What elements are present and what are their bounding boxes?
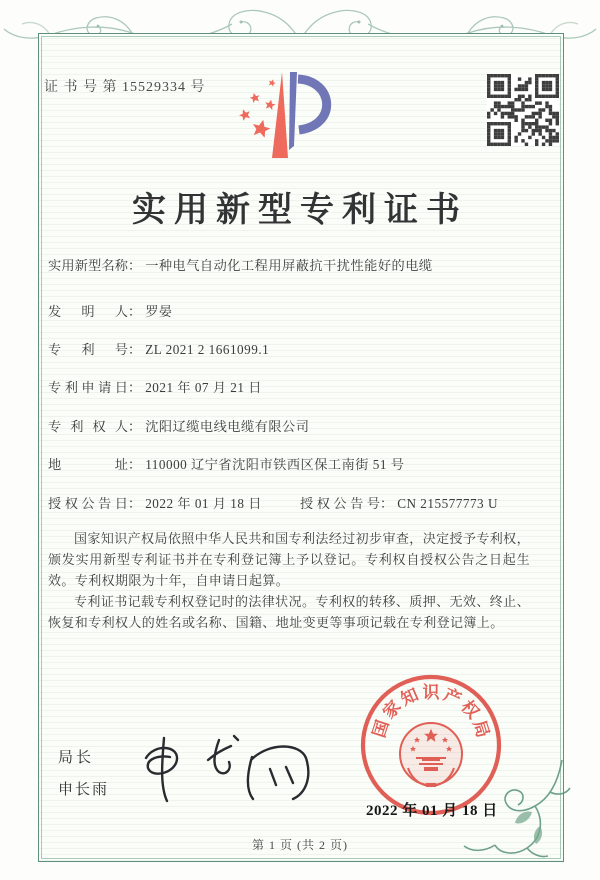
seal-char: 权 (457, 696, 483, 723)
field-row-patent-number (48, 339, 269, 359)
field-label-address: 地址 (48, 457, 128, 472)
field-row-patentee (48, 416, 309, 436)
commissioner-role-label: 局长 (58, 750, 95, 766)
field-label-patent-number: 专利号 (48, 342, 128, 357)
field-row-address (48, 454, 404, 474)
certificate-number: 证 书 号 第 15529334 号 (44, 80, 206, 95)
field-value-address: 110000 辽宁省沈阳市铁西区保工南街 51 号 (145, 457, 405, 472)
field-label-patentee: 专利权人 (48, 419, 128, 434)
field-colon: ： (128, 258, 142, 273)
field-value-patent-number: ZL 2021 2 1661099.1 (145, 342, 270, 357)
seal-date: 2022 年 01 月 18 日 (366, 803, 498, 819)
seal-char: 国 (369, 717, 393, 740)
field-row-inventor (48, 301, 173, 321)
field-colon: ： (380, 496, 394, 511)
field-row-utility-name (48, 255, 433, 275)
seal-char: 产 (440, 684, 465, 710)
field-colon: ： (128, 304, 142, 319)
field-row-grant (48, 493, 498, 513)
field-label-inventor: 发明人 (48, 304, 128, 319)
field-colon: ： (128, 419, 142, 434)
page-title: 实用新型专利证书 (132, 192, 468, 229)
field-colon: ： (128, 380, 142, 395)
field-row-filing-date (48, 377, 262, 397)
page-number-footer: 第 1 页 (共 2 页) (252, 838, 348, 852)
field-value-grant-date: 2022 年 01 月 18 日 (145, 496, 262, 511)
field-label-filing-date: 专利申请日 (48, 380, 128, 395)
field-value-grant-number: CN 215577773 U (397, 496, 498, 511)
field-label-utility-name: 实用新型名称 (48, 258, 128, 273)
seal-char: 局 (469, 717, 493, 740)
field-colon: ： (128, 342, 142, 357)
field-value-utility-name: 一种电气自动化工程用屏蔽抗干扰性能好的电缆 (145, 258, 433, 273)
seal-char: 识 (422, 683, 440, 702)
field-value-inventor: 罗晏 (145, 304, 173, 319)
field-grant-number-group (300, 493, 498, 512)
legal-paragraph-2: 专利证书记载专利权登记时的法律状况。专利权的转移、质押、无效、终止、恢复和专利权人的姓名或名称、国籍、地址变更等事项记载在专利登记簿上。 (48, 594, 530, 630)
legal-text-block (48, 528, 530, 633)
field-colon: ： (128, 496, 142, 511)
commissioner-name-label: 申长雨 (58, 782, 110, 798)
field-value-patentee: 沈阳辽缆电线电缆有限公司 (145, 419, 310, 434)
cnipa-logo-icon (236, 70, 338, 164)
seal-char: 知 (397, 684, 422, 710)
field-label-grant-number: 授权公告号 (300, 496, 380, 511)
field-value-filing-date: 2021 年 07 月 21 日 (145, 380, 262, 395)
qr-code (487, 74, 559, 146)
seal-char: 家 (379, 696, 405, 723)
legal-paragraph-1: 国家知识产权局依照中华人民共和国专利法经过初步审查，决定授予专利权，颁发实用新型专利证书并在专利登记簿上予以登记。专利权自授权公告之日起生效。专利权期限为十年，自申请日起算。 (48, 531, 530, 588)
national-emblem-icon (400, 723, 462, 787)
field-colon: ： (128, 457, 142, 472)
field-label-grant-date: 授权公告日 (48, 496, 128, 511)
handwritten-signature (122, 728, 322, 808)
